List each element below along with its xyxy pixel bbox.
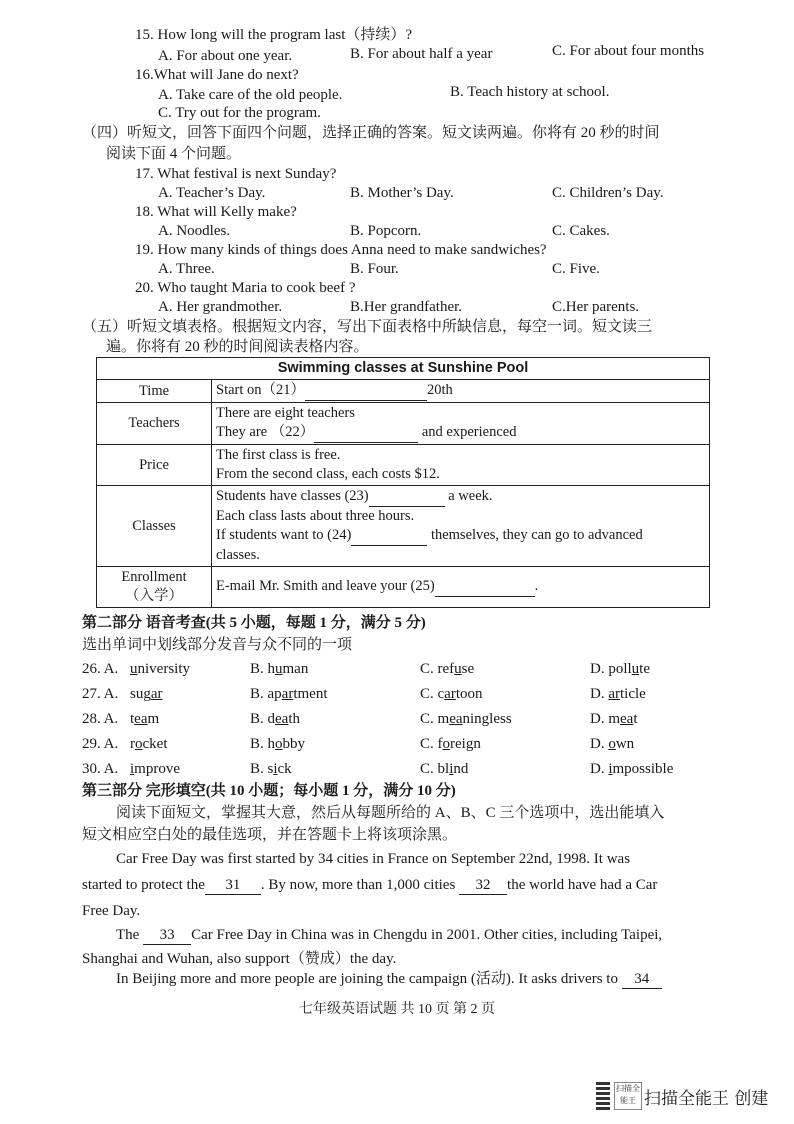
underlined-letters: u [631, 661, 640, 677]
underlined-letters: o [275, 736, 283, 752]
underlined-letters: o [135, 736, 143, 752]
page-footer: 七年级英语试题 共 10 页 第 2 页 [299, 1002, 495, 1017]
table-title: Swimming classes at Sunshine Pool [97, 358, 710, 380]
q16-option-b: B. Teach history at school. [450, 84, 610, 100]
part3-instruction-2: 短文相应空白处的最佳选项，并在答题卡上将该项涂黑。 [82, 827, 458, 843]
blank-31[interactable]: 31 [205, 876, 261, 895]
passage-line: Free Day. [82, 903, 141, 919]
underlined-letters: i [449, 761, 454, 777]
q18-option-b: B. Popcorn. [350, 223, 422, 239]
section5-instruction: （五）听短文填表格。根据短文内容，写出下面表格中所缺信息，每空一词。短文读三 [82, 319, 653, 335]
blank-25[interactable] [435, 577, 535, 597]
section5-instruction-2: 遍。你将有 20 秒的时间阅读表格内容。 [106, 339, 369, 355]
blank-34[interactable]: 34 [622, 970, 662, 989]
blank-23[interactable] [369, 487, 445, 507]
qr-code-icon [596, 1080, 610, 1110]
phonetic-question-number: 27. A. [82, 686, 119, 702]
q16-option-c: C. Try out for the program. [158, 105, 321, 121]
phonetic-question-number: 26. A. [82, 661, 119, 677]
underlined-letters: ar [444, 686, 456, 702]
part2-instruction: 选出单词中划线部分发音与众不同的一项 [82, 637, 353, 653]
question-16: 16.What will Jane do next? [135, 67, 299, 83]
underlined-letters: ar [281, 686, 294, 702]
passage-line: In Beijing more and more people are joining the campaign (活动). It asks drivers to 34 [116, 970, 662, 989]
underlined-letters: u [454, 661, 462, 677]
row-label-classes: Classes [97, 486, 212, 567]
phonetic-option-d: D. meat [590, 711, 638, 727]
section4-instruction: （四）听短文，回答下面四个问题，选择正确的答案。短文读两遍。你将有 20 秒的时间 [82, 125, 660, 141]
phonetic-option-d: D. pollute [590, 661, 650, 677]
phonetic-option-c: C. meaningless [420, 711, 512, 727]
row-time: Start on（21） 20th [212, 380, 710, 403]
q19-option-c: C. Five. [552, 261, 600, 277]
row-label-price: Price [97, 445, 212, 486]
phonetic-option-a: university [130, 661, 190, 677]
underlined-letters: o [608, 736, 616, 752]
q17-option-c: C. Children’s Day. [552, 185, 664, 201]
underlined-letters: i [273, 761, 278, 777]
underlined-letters: ea [449, 711, 463, 727]
phonetic-option-c: C. foreign [420, 736, 481, 752]
question-18: 18. What will Kelly make? [135, 204, 297, 220]
underlined-letters: ar [150, 686, 163, 702]
underlined-letters: ea [620, 711, 634, 727]
row-label-enrollment: Enrollment （入学） [97, 567, 212, 608]
phonetic-option-c: C. refuse [420, 661, 475, 677]
part2-heading: 第二部分 语音考查(共 5 小题，每题 1 分，满分 5 分) [82, 615, 426, 631]
underlined-letters: o [442, 736, 450, 752]
part3-instruction: 阅读下面短文，掌握其大意，然后从每题所给的 A、B、C 三个选项中，选出能填入 [116, 805, 665, 821]
q19-option-a: A. Three. [158, 261, 215, 277]
phonetic-option-c: C. blind [420, 761, 469, 777]
question-17: 17. What festival is next Sunday? [135, 166, 337, 182]
phonetic-option-d: D. article [590, 686, 646, 702]
blank-32[interactable]: 32 [459, 876, 507, 895]
underlined-letters: ar [608, 686, 620, 702]
phonetic-option-a: rocket [130, 736, 168, 752]
phonetic-option-b: B. human [250, 661, 309, 677]
underlined-letters: u [130, 661, 138, 677]
phonetic-option-d: D. own [590, 736, 635, 752]
camscanner-logo: 扫描全能王 [614, 1082, 642, 1110]
question-19: 19. How many kinds of things does Anna need to make sandwiches? [135, 242, 547, 258]
row-label-teachers: Teachers [97, 403, 212, 445]
phonetic-question-number: 30. A. [82, 761, 119, 777]
q20-option-c: C.Her parents. [552, 299, 640, 315]
phonetic-option-b: B. apartment [250, 686, 328, 702]
blank-33[interactable]: 33 [143, 926, 191, 945]
watermark-text: 扫描全能王 创建 [644, 1089, 769, 1109]
question-15: 15. How long will the program last（持续）? [135, 27, 413, 43]
blank-21[interactable] [305, 381, 427, 401]
swimming-classes-table [96, 357, 710, 608]
section4-instruction-2: 阅读下面 4 个问题。 [106, 146, 242, 162]
phonetic-option-a: team [130, 711, 160, 727]
phonetic-option-d: D. impossible [590, 761, 674, 777]
q17-option-a: A. Teacher’s Day. [158, 185, 266, 201]
underlined-letters: ea [275, 711, 289, 727]
blank-22[interactable] [314, 423, 418, 443]
underlined-letters: u [275, 661, 283, 677]
phonetic-question-number: 29. A. [82, 736, 119, 752]
passage-line: Shanghai and Wuhan, also support（赞成）the day. [82, 951, 397, 967]
passage-line: started to protect the 31 . By now, more than 1,000 cities 32 the world have had a Car [82, 877, 658, 893]
passage-line: Car Free Day was first started by 34 cities in France on September 22nd, 1998. It was [116, 851, 631, 867]
passage-line: The 33 Car Free Day in China was in Chengdu in 2001. Other cities, including Taipei, [116, 927, 663, 943]
row-classes: Students have classes (23) a week. Each class lasts about three hours. If students want to (24) themselves, they can go to advanced classes. [212, 486, 710, 567]
row-enrollment: E-mail Mr. Smith and leave your (25) . [212, 567, 710, 608]
row-teachers: There are eight teachers They are （22） and experienced [212, 403, 710, 445]
q18-option-c: C. Cakes. [552, 223, 610, 239]
q16-option-a: A. Take care of the old people. [158, 87, 343, 103]
phonetic-question-number: 28. A. [82, 711, 119, 727]
phonetic-option-b: B. sick [250, 761, 292, 777]
q19-option-b: B. Four. [350, 261, 399, 277]
phonetic-option-c: C. cartoon [420, 686, 483, 702]
part3-heading: 第三部分 完形填空(共 10 小题；每小题 1 分，满分 10 分) [82, 783, 456, 799]
phonetic-option-b: B. death [250, 711, 301, 727]
q20-option-b: B.Her grandfather. [350, 299, 463, 315]
row-price: The first class is free. From the second class, each costs $12. [212, 445, 710, 486]
q17-option-b: B. Mother’s Day. [350, 185, 454, 201]
question-20: 20. Who taught Maria to cook beef ? [135, 280, 356, 296]
blank-24[interactable] [351, 526, 427, 546]
camscanner-watermark [596, 1080, 786, 1110]
q18-option-a: A. Noodles. [158, 223, 231, 239]
q20-option-a: A. Her grandmother. [158, 299, 283, 315]
phonetic-option-a: sugar [130, 686, 163, 702]
underlined-letters: ea [134, 711, 148, 727]
phonetic-option-a: improve [130, 761, 180, 777]
q15-option-c: C. For about four months [552, 43, 705, 59]
q15-option-a: A. For about one year. [158, 48, 293, 64]
underlined-letters: i [130, 761, 135, 777]
row-label-time: Time [97, 380, 212, 403]
q15-option-b: B. For about half a year [350, 46, 493, 62]
phonetic-option-b: B. hobby [250, 736, 306, 752]
underlined-letters: i [608, 761, 613, 777]
